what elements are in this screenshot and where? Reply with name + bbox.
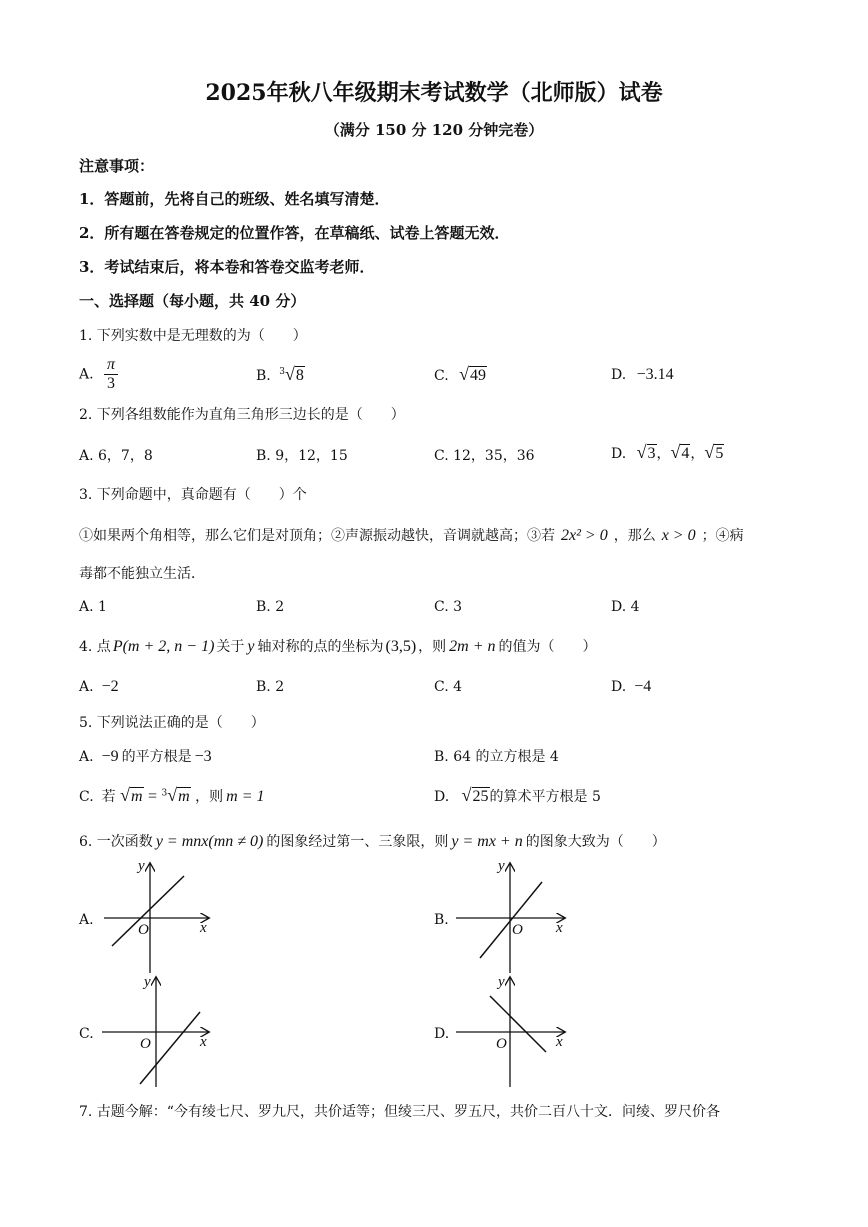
q3-statements-line1: ①如果两个角相等，那么它们是对顶角；②声源振动越快，音调就越高；③若 2x² > 0 ，那么 x > 0 ；④病 bbox=[79, 527, 744, 544]
origin-label: O bbox=[140, 1036, 151, 1052]
question-6-stem: 6. 一次函数 y = mnx(mn ≠ 0) 的图象经过第一、三象限，则 y = mx + n 的图象大致为（ ） bbox=[79, 833, 666, 850]
origin-label: O bbox=[496, 1036, 507, 1052]
q2-option-d: D. √3，√4，√5 bbox=[611, 442, 724, 462]
y-axis-label: y bbox=[144, 974, 151, 990]
q5-option-a: A. −9 的平方根是 −3 bbox=[79, 748, 212, 765]
q3-option-b: B. 2 bbox=[256, 599, 285, 615]
q1-option-a: A. $\frac{\pi}{3}$ bbox=[79, 356, 118, 393]
q5-option-b: B. 64 的立方根是 4 bbox=[434, 749, 559, 765]
origin-label: O bbox=[512, 922, 523, 938]
q6-option-a-label: A. bbox=[79, 912, 94, 928]
question-2-stem: 2. 下列各组数能作为直角三角形三边长的是（ ） bbox=[79, 407, 405, 423]
q4-option-c: C. 4 bbox=[434, 679, 463, 695]
exam-title: 2025年秋八年级期末考试数学（北师版）试卷 bbox=[205, 80, 663, 106]
q2-option-a: A. 6，7，8 bbox=[79, 448, 153, 464]
fraction-denominator: 3 bbox=[107, 375, 116, 392]
y-axis-label: y bbox=[498, 974, 505, 990]
question-5-stem: 5. 下列说法正确的是（ ） bbox=[79, 715, 265, 731]
q6-option-c-label: C. bbox=[79, 1026, 94, 1042]
q2-option-c: C. 12，35，36 bbox=[434, 448, 535, 464]
q6-option-d-label: D. bbox=[434, 1026, 450, 1042]
q4-option-d: D. −4 bbox=[611, 678, 652, 695]
note-item: 2．所有题在答卷规定的位置作答，在草稿纸、试卷上答题无效． bbox=[79, 224, 510, 242]
x-axis-label: x bbox=[200, 1034, 207, 1050]
q6-option-b-label: B. bbox=[434, 912, 449, 928]
x-axis-label: x bbox=[556, 1034, 563, 1050]
q6-graph-a bbox=[96, 858, 216, 978]
q4-option-b: B. 2 bbox=[256, 679, 285, 695]
q5-option-c: C. 若 √m = $^3$√m ，则 m = 1 bbox=[79, 785, 265, 805]
q6-graph-b bbox=[452, 858, 572, 978]
q4-option-a: A. −2 bbox=[79, 678, 119, 695]
q3-statements-line2: 毒都不能独立生活． bbox=[79, 566, 205, 582]
q3-option-c: C. 3 bbox=[434, 599, 463, 615]
question-7-stem: 7. 古题今解：“今有绫七尺、罗九尺，共价适等；但绫三尺、罗五尺，共价二百八十文．问绫、罗尺价各 bbox=[79, 1104, 720, 1120]
origin-label: O bbox=[138, 922, 149, 938]
q6-graph-c bbox=[96, 972, 216, 1092]
x-axis-label: x bbox=[200, 920, 207, 936]
q6-graph-d bbox=[452, 972, 572, 1092]
note-item: 1．答题前，先将自己的班级、姓名填写清楚． bbox=[79, 190, 390, 208]
question-3-stem: 3. 下列命题中，真命题有（ ）个 bbox=[79, 487, 307, 503]
notes-heading: 注意事项： bbox=[79, 157, 155, 175]
fraction-numerator: π bbox=[104, 356, 118, 375]
note-item: 3．考试结束后，将本卷和答卷交监考老师． bbox=[79, 258, 375, 276]
q3-option-a: A. 1 bbox=[79, 599, 107, 615]
q1-option-d: D. −3.14 bbox=[611, 366, 674, 383]
question-4-stem: 4. 点 P(m + 2, n − 1) 关于 y 轴对称的点的坐标为 (3,5) ，则 2m + n 的值为（ ） bbox=[79, 638, 597, 655]
question-1-stem: 1. 下列实数中是无理数的为（ ） bbox=[79, 328, 307, 344]
q2-option-b: B. 9，12，15 bbox=[256, 448, 348, 464]
section-heading: 一、选择题（每小题，共 40 分） bbox=[79, 292, 306, 310]
exam-subtitle: （满分 150 分 120 分钟完卷） bbox=[324, 121, 544, 139]
y-axis-label: y bbox=[138, 858, 145, 874]
q1-option-b: B. $^3$√8 bbox=[256, 364, 304, 384]
q3-option-d: D. 4 bbox=[611, 599, 640, 615]
q5-option-d: D. √25的算术平方根是 5 bbox=[434, 785, 601, 805]
x-axis-label: x bbox=[556, 920, 563, 936]
function-line bbox=[480, 882, 542, 958]
q1-option-c: C. √49 bbox=[434, 364, 487, 384]
y-axis-label: y bbox=[498, 858, 505, 874]
